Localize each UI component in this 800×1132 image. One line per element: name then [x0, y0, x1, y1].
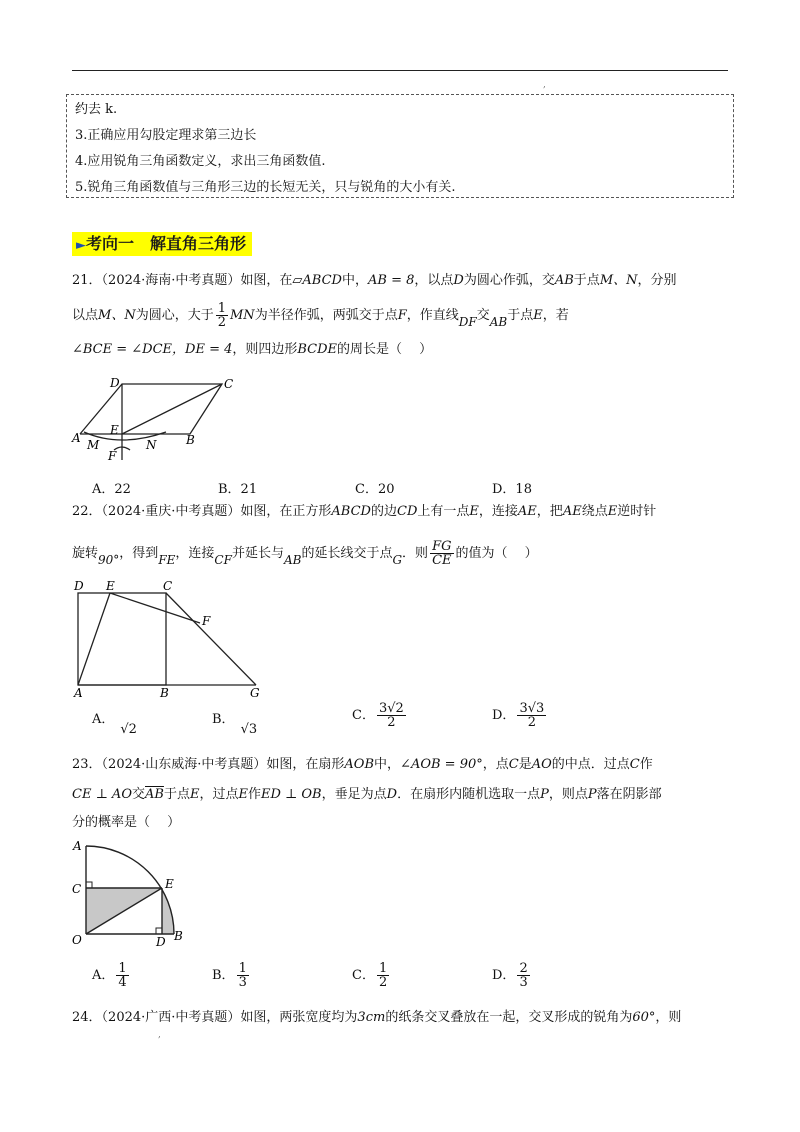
q24-line-1: 24．（2024·广西·中考真题）如图，两张宽度均为3cm的纸条交叉叠放在一起，交叉形成的锐角为60°，则 [72, 1010, 682, 1025]
tip-line: 5.锐角三角函数值与三角形三边的长短无关，只与锐角的大小有关. [75, 180, 456, 195]
header-rule [72, 70, 728, 71]
label-b: B [174, 929, 183, 943]
section-title: 考向一 解直角三角形 [86, 234, 247, 253]
label-c: C [163, 579, 173, 593]
label-a: A [74, 686, 83, 700]
q21-option-c: C．20 [355, 482, 395, 497]
tip-line: 4.应用锐角三角函数定义，求出三角函数值. [75, 154, 326, 169]
q21-option-d: D．18 [492, 482, 532, 497]
scan-mark: , [158, 1030, 161, 1040]
label-f: F [202, 614, 211, 628]
q23-option-d: D． $\frac{2}{3}$ [492, 961, 528, 990]
label-f: F [108, 449, 117, 463]
q22-option-b: B．√3 [212, 712, 258, 737]
tips-box [66, 94, 734, 198]
label-d: D [110, 376, 120, 390]
parallelogram-outline [80, 384, 222, 434]
tip-line: 3.正确应用勾股定理求第三边长 [75, 128, 257, 143]
label-c: C [72, 882, 82, 896]
label-n: N [146, 438, 157, 452]
label-d: D [74, 579, 84, 593]
q22-option-d: D． $\frac{3√3}{2}$ [492, 701, 545, 730]
label-g: G [250, 686, 260, 700]
q22-option-c: C． $\frac{3√2}{2}$ [352, 701, 404, 730]
line-ae [78, 593, 110, 685]
q21-line-2: 以点M、N为圆心，大于 $\frac{1}{2}$ MN为半径作弧，两弧交于点F，作直线DF交AB于点E，若 [72, 301, 569, 330]
label-o: O [72, 933, 82, 947]
q23-option-a: A． $\frac{1}{4}$ [92, 961, 127, 990]
label-a: A [73, 839, 82, 853]
label-b: B [186, 433, 195, 447]
scan-mark: , [543, 80, 546, 90]
q22-line-2: 旋转90°，得到FE，连接CF并延长与AB的延长线交于点G．则 $\frac{FG}{CE}$ 的值为（ ） [72, 539, 538, 568]
label-c: C [224, 377, 234, 391]
q23-line-2: CE ⊥ AO交$\overline{AB}$于点E，过点E作ED ⊥ OB，垂足为点D．在扇形内随机选取一点P，则点P落在阴影部 [72, 787, 662, 802]
q21-option-a: A．22 [92, 482, 131, 497]
triangle-marker-icon: ► [76, 238, 86, 253]
q21-line-3: ∠BCE = ∠DCE，DE = 4，则四边形BCDE的周长是（ ） [72, 342, 433, 357]
label-e: E [106, 579, 115, 593]
section-heading [72, 232, 252, 256]
shaded-region-edb [162, 888, 174, 934]
label-m: M [87, 438, 100, 452]
label-d: D [156, 935, 166, 949]
q23-line-1: 23．（2024·山东威海·中考真题）如图，在扇形AOB中，∠AOB = 90°，点C是AO的中点．过点C作 [72, 757, 653, 772]
right-angle-c [86, 882, 92, 888]
q22-option-a: A．√2 [92, 712, 137, 737]
line-ec [122, 384, 222, 434]
line-ef [110, 593, 200, 623]
fraction: $\frac{1}{2}$ [217, 301, 226, 330]
q22-line-1: 22．（2024·重庆·中考真题）如图，在正方形ABCD的边CD上有一点E，连接AE，把AE绕点E逆时针 [72, 504, 657, 519]
fraction: $\frac{FG}{CE}$ [432, 539, 452, 568]
label-e: E [165, 877, 174, 891]
q23-option-b: B． $\frac{1}{3}$ [212, 961, 247, 990]
q23-option-c: C． $\frac{1}{2}$ [352, 961, 388, 990]
q22-figure [70, 575, 270, 700]
label-e: E [110, 423, 119, 437]
line-cg [166, 593, 256, 685]
q21-figure [70, 372, 250, 467]
q23-figure [70, 838, 200, 950]
q23-line-3: 分的概率是（ ） [72, 815, 181, 830]
label-a: A [72, 431, 81, 445]
right-angle-d [156, 928, 162, 934]
tip-line: 约去 k. [75, 102, 118, 117]
q21-option-b: B．21 [218, 482, 258, 497]
q21-line-1: 21．（2024·海南·中考真题）如图，在▱ABCD中，AB = 8，以点D为圆心作弧，交AB于点M、N，分别 [72, 273, 677, 288]
label-b: B [160, 686, 169, 700]
